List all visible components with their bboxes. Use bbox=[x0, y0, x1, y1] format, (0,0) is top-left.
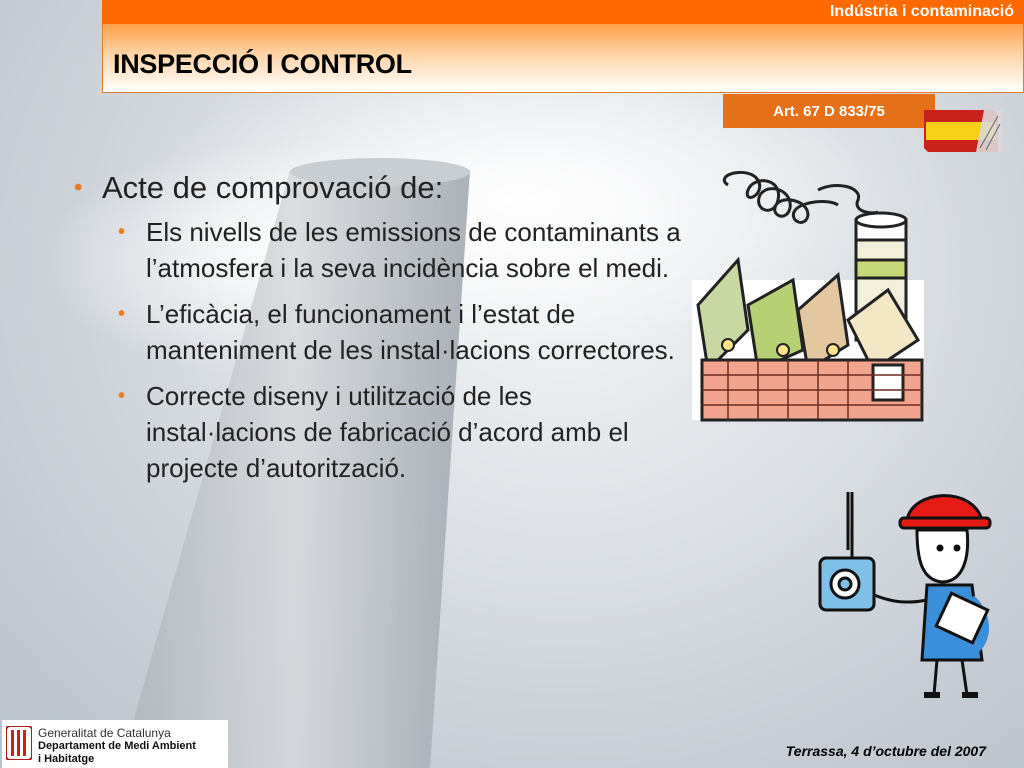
sub-bullet-text: L’eficàcia, el funcionament i l’estat de manteniment de les instal·lacions correctores. bbox=[146, 299, 675, 365]
sub-bullet-text: Els nivells de les emissions de contaminants a l’atmosfera i la seva incidència sobre el medi. bbox=[146, 217, 681, 283]
bullet-marker: • bbox=[118, 385, 126, 407]
logo-line-1: Generalitat de Catalunya bbox=[38, 726, 171, 740]
inspector-worker-icon bbox=[812, 490, 1002, 710]
logo-line-3: i Habitatge bbox=[38, 753, 95, 765]
spain-flag-icon bbox=[924, 108, 1002, 154]
main-bullet-text: Acte de comprovació de: bbox=[102, 170, 444, 205]
generalitat-logo bbox=[2, 720, 228, 768]
slide-title: INSPECCIÓ I CONTROL bbox=[113, 49, 412, 79]
bullet-marker: • bbox=[74, 174, 83, 201]
factory-icon bbox=[688, 160, 928, 425]
legal-reference-label: Art. 67 D 833/75 bbox=[773, 102, 885, 120]
sub-bullet bbox=[62, 378, 686, 486]
main-bullet bbox=[62, 168, 682, 208]
bullet-list bbox=[62, 168, 682, 496]
bullet-marker: • bbox=[118, 303, 126, 325]
footer-place-date: Terrassa, 4 d’octubre del 2007 bbox=[785, 743, 986, 759]
topic-label: Indústria i contaminació bbox=[829, 3, 1014, 20]
sub-bullet-text: Correcte diseny i utilització de les instal·lacions de fabricació d’acord amb el projecte d’autorització. bbox=[146, 381, 629, 483]
legal-reference-badge bbox=[723, 94, 935, 128]
bullet-marker: • bbox=[118, 221, 126, 243]
sub-bullet bbox=[62, 214, 686, 286]
sub-bullet bbox=[62, 296, 686, 368]
logo-line-2: Departament de Medi Ambient bbox=[38, 740, 196, 752]
title-box bbox=[102, 24, 1024, 93]
catalonia-emblem-icon bbox=[6, 726, 32, 760]
topic-bar bbox=[102, 0, 1024, 24]
